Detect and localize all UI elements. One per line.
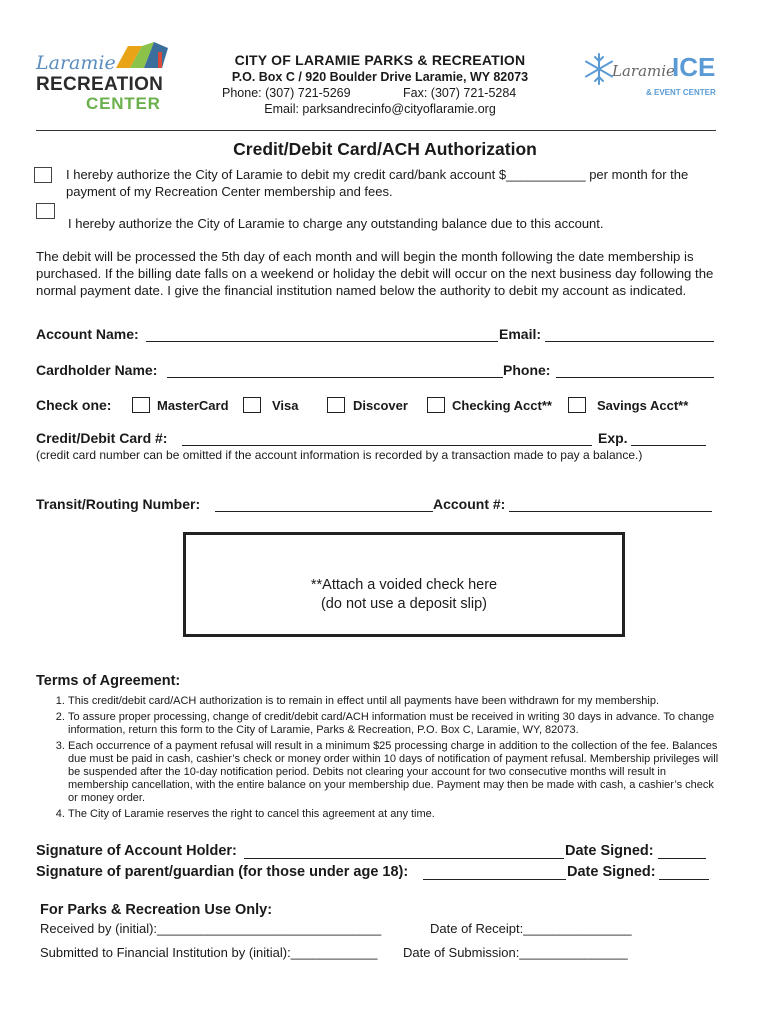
header-divider — [36, 130, 716, 131]
snowflake-icon — [582, 52, 616, 86]
exp-field[interactable] — [631, 445, 706, 446]
visa-label: Visa — [272, 398, 299, 413]
checking-checkbox[interactable] — [427, 397, 445, 413]
ice-logo-sub: & EVENT CENTER — [646, 88, 716, 97]
guardian-signature-label: Signature of parent/guardian (for those under age 18): — [36, 864, 409, 880]
office-use-heading: For Parks & Recreation Use Only: — [40, 902, 273, 918]
routing-number-label: Transit/Routing Number: — [36, 496, 201, 512]
account-number-label: Account #: — [433, 496, 506, 512]
voided-check-area[interactable] — [183, 532, 625, 637]
exp-label: Exp. — [598, 430, 628, 446]
check-one-label: Check one: — [36, 397, 112, 413]
holder-date-field[interactable] — [658, 858, 706, 859]
org-email: Email: parksandrecinfo@cityoflaramie.org — [264, 102, 496, 116]
discover-checkbox[interactable] — [327, 397, 345, 413]
building-icon — [108, 40, 174, 70]
mastercard-checkbox[interactable] — [132, 397, 150, 413]
ice-logo-script: Laramie — [612, 62, 675, 80]
terms-item: 4. The City of Laramie reserves the right to cancel this agreement at any time. — [68, 808, 724, 821]
org-name: CITY OF LARAMIE PARKS & RECREATION — [234, 52, 526, 68]
terms-item: 1. This credit/debit card/ACH authorization is to remain in effect until all payments have been withdrawn for my membership. — [68, 695, 724, 708]
checking-label: Checking Acct** — [452, 398, 552, 413]
account-name-label: Account Name: — [36, 326, 139, 342]
cardholder-name-field[interactable] — [167, 377, 503, 378]
org-fax: Fax: (307) 721-5284 — [403, 86, 517, 100]
logo-sub-text: CENTER — [86, 94, 161, 113]
cardholder-name-label: Cardholder Name: — [36, 362, 158, 378]
auth-balance-checkbox[interactable] — [36, 203, 55, 219]
recreation-center-logo — [34, 40, 184, 116]
card-number-note: (credit card number can be omitted if the account information is recorded by a transaction made to pay a balance.) — [36, 448, 643, 462]
account-number-field[interactable] — [509, 511, 712, 512]
logo-script-text: Laramie — [36, 52, 116, 74]
guardian-signature-field[interactable] — [423, 879, 566, 880]
email-label: Email: — [499, 326, 542, 342]
savings-label: Savings Acct** — [597, 398, 689, 413]
voided-check-line1: **Attach a voided check here — [310, 577, 498, 593]
debit-terms-paragraph: The debit will be processed the 5th day of each month and will begin the month following the date membership is purchased. If the billing date falls on a weekend or holiday the debit will occur on the next business day following the normal payment date. I give the financial institution named below the authority to debit my account as indicated. — [36, 249, 714, 298]
received-by-field[interactable]: Received by (initial):_______________________________ — [40, 921, 382, 936]
phone-label: Phone: — [503, 362, 551, 378]
auth-monthly-text: I hereby authorize the City of Laramie to debit my credit card/bank account $___________ per month for the payment of my Recreation Center membership and fees. — [66, 167, 689, 199]
org-address: P.O. Box C / 920 Boulder Drive Laramie, WY 82073 — [231, 70, 529, 84]
visa-checkbox[interactable] — [243, 397, 261, 413]
holder-signature-field[interactable] — [244, 858, 564, 859]
guardian-date-label: Date Signed: — [567, 864, 656, 880]
account-name-field[interactable] — [146, 341, 498, 342]
auth-balance-text: I hereby authorize the City of Laramie to charge any outstanding balance due to this account. — [68, 216, 604, 231]
discover-label: Discover — [353, 398, 408, 413]
form-title: Credit/Debit Card/ACH Authorization — [233, 139, 537, 159]
org-phone: Phone: (307) 721-5269 — [222, 86, 351, 100]
terms-item: 3. Each occurrence of a payment refusal will result in a minimum $25 processing charge in addition to the collection of the fee. Balances due must be paid in cash, cashier’s check or money order within 10 days of notification of payment refusal. Membership privileges will be suspended after the 10-day notification period. Debits not clearing your account for two consecutive months will result in membership cancellation, with the entire balance on your membership due. Payment may then be made with cash, a cashier’s check or money order. — [68, 740, 724, 805]
voided-check-line2: (do not use a deposit slip) — [320, 596, 488, 612]
holder-signature-label: Signature of Account Holder: — [36, 843, 237, 859]
guardian-date-field[interactable] — [659, 879, 709, 880]
terms-list — [48, 695, 724, 824]
email-field[interactable] — [545, 341, 714, 342]
date-of-receipt-field[interactable]: Date of Receipt:_______________ — [430, 921, 632, 936]
holder-date-label: Date Signed: — [565, 843, 654, 859]
phone-field[interactable] — [556, 377, 714, 378]
terms-heading: Terms of Agreement: — [36, 673, 181, 689]
mastercard-label: MasterCard — [157, 398, 229, 413]
card-number-field[interactable] — [182, 445, 592, 446]
ice-logo-main: ICE — [672, 52, 716, 82]
date-of-submission-field[interactable]: Date of Submission:_______________ — [403, 945, 628, 960]
savings-checkbox[interactable] — [568, 397, 586, 413]
card-number-label: Credit/Debit Card #: — [36, 430, 168, 446]
ice-center-logo — [582, 48, 722, 104]
terms-item: 2. To assure proper processing, change of credit/debit card/ACH information must be received in writing 30 days in advance. To change information, return this form to the City of Laramie, Parks & Recreation, P.O. Box C, Laramie, WY, 82073. — [68, 711, 724, 737]
submitted-by-field[interactable]: Submitted to Financial Institution by (initial):____________ — [40, 945, 378, 960]
routing-number-field[interactable] — [215, 511, 433, 512]
auth-monthly-checkbox[interactable] — [34, 167, 52, 183]
logo-main-text: RECREATION — [36, 74, 164, 95]
